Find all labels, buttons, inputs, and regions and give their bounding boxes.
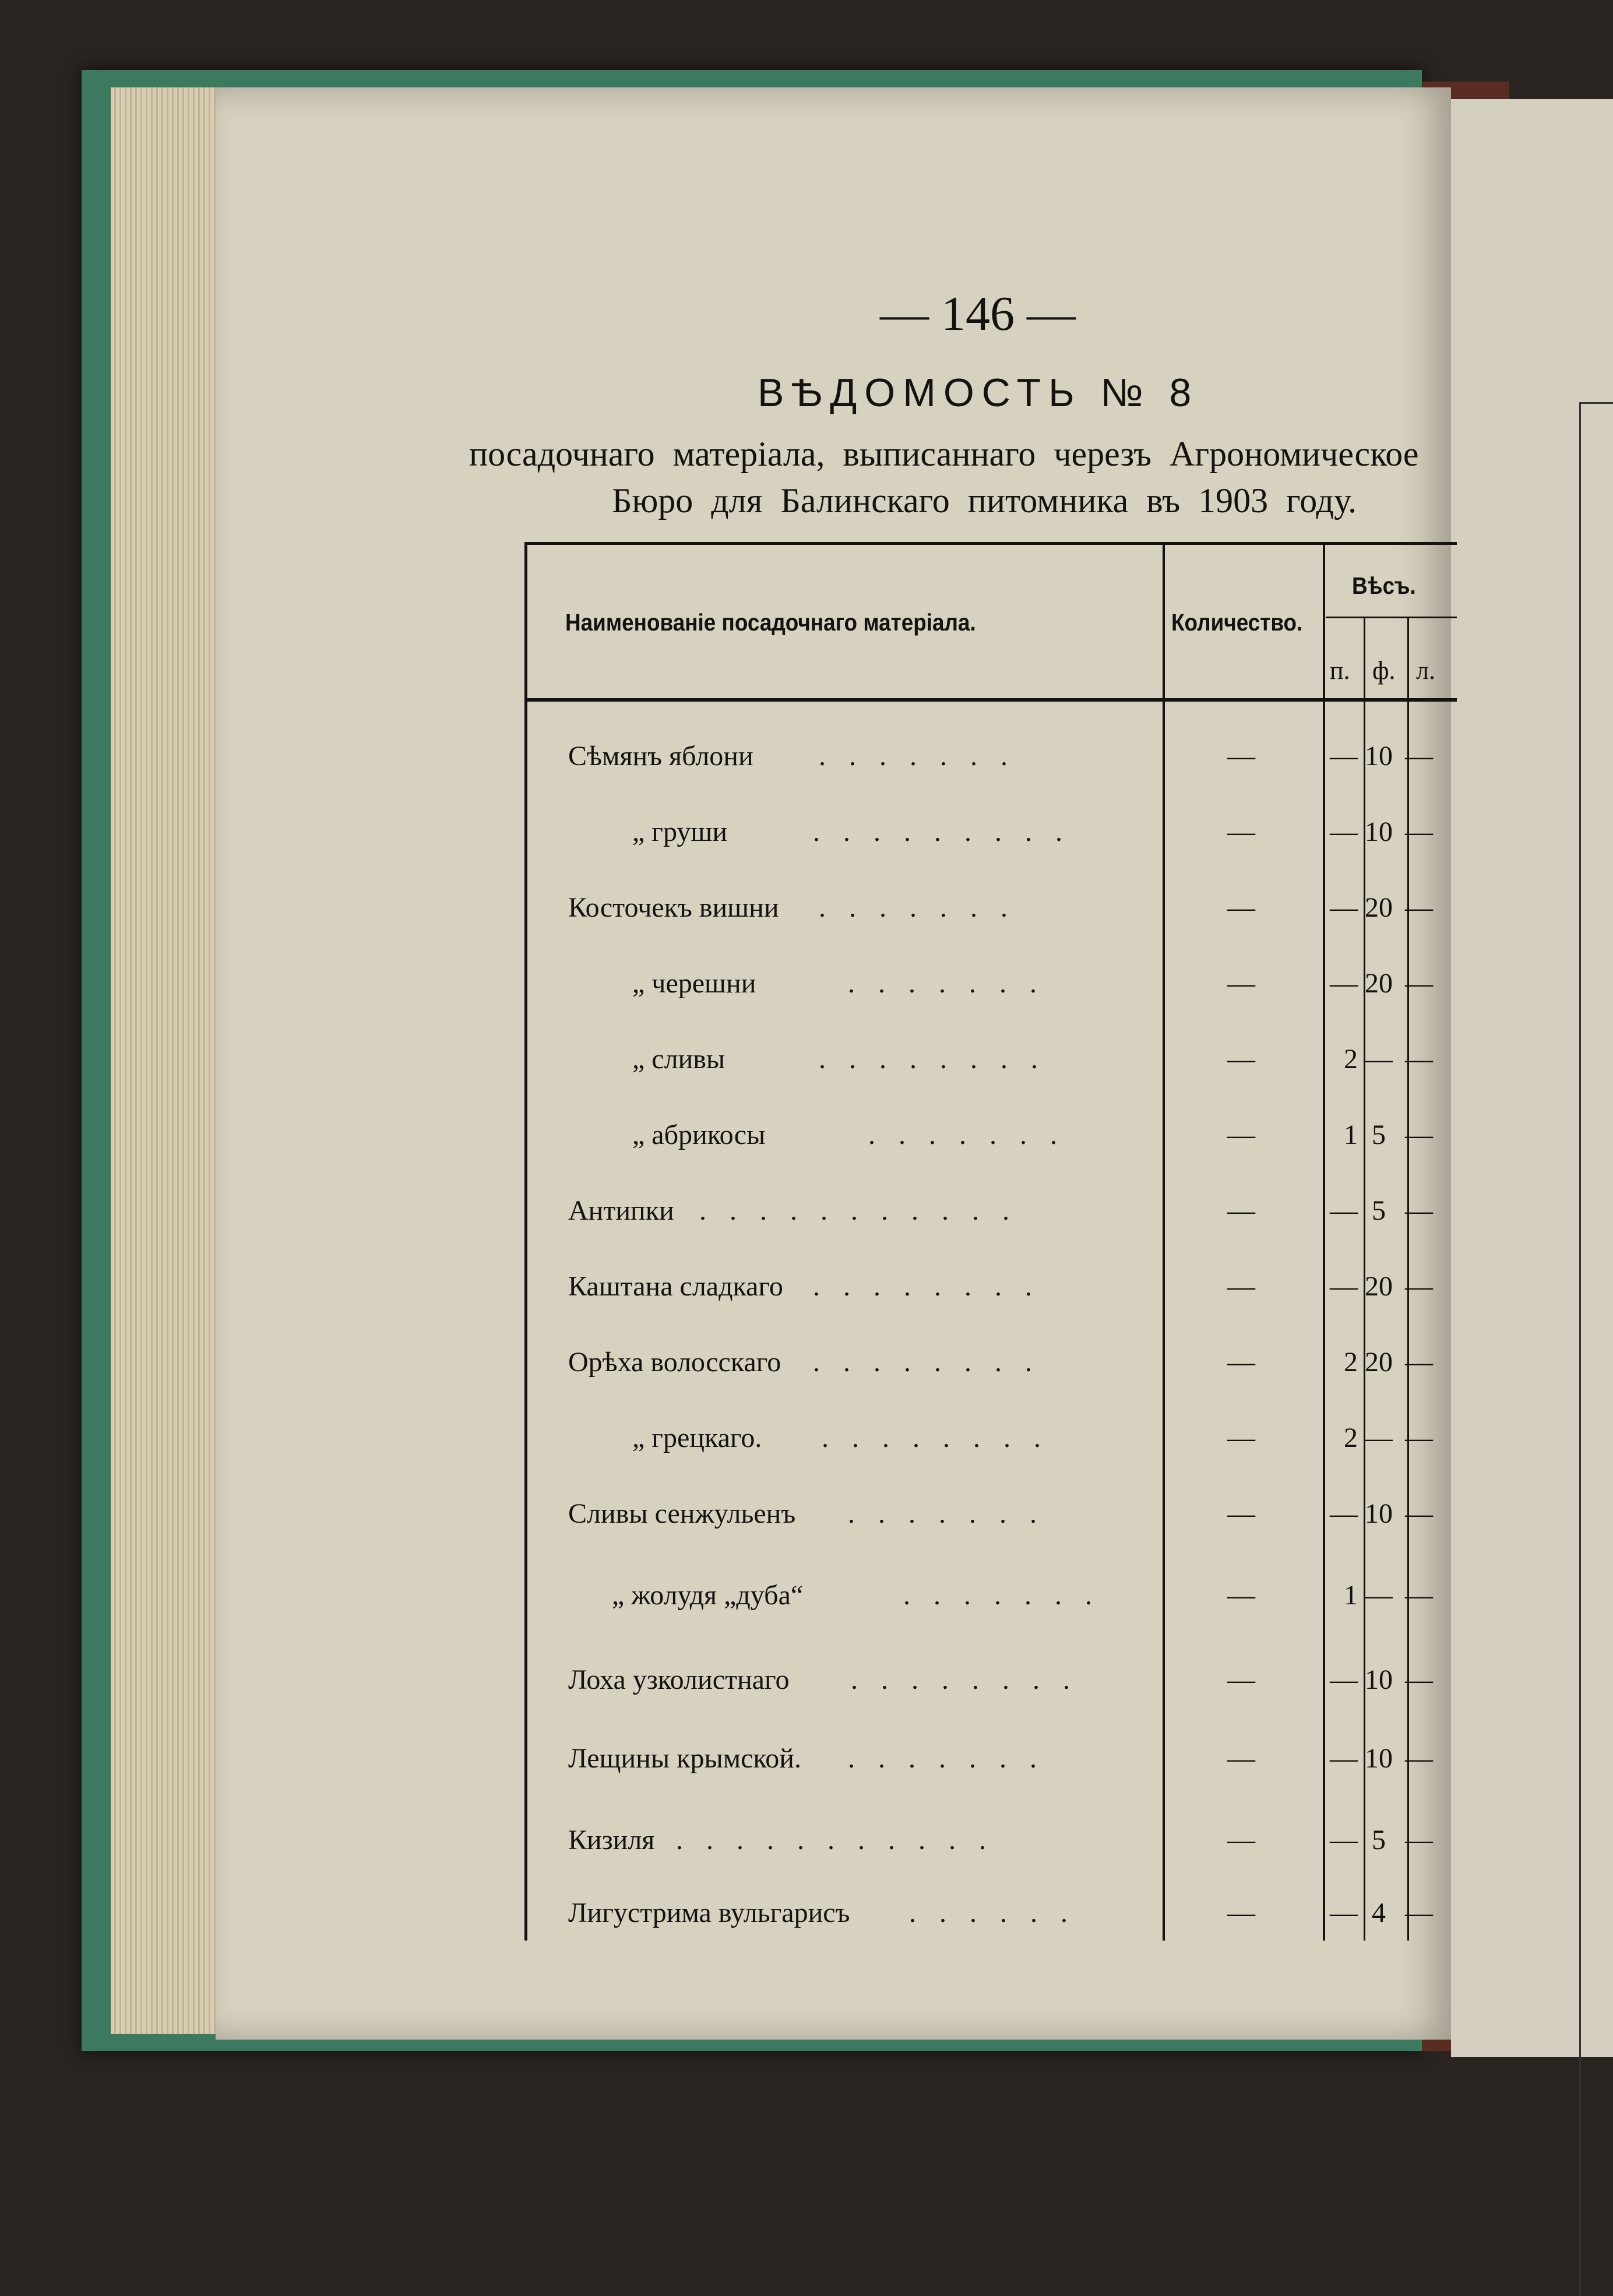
row-dots: . . . . . . . . . . . <box>676 1825 994 1855</box>
row-name: Кизиля <box>568 1825 655 1855</box>
table-row <box>524 1119 1457 1189</box>
row-name: „ сливы <box>632 1044 726 1075</box>
table-row <box>524 1422 1457 1492</box>
row-pud: — <box>1330 816 1358 847</box>
row-funt: 20 <box>1365 968 1393 999</box>
row-quantity: — <box>1227 968 1255 999</box>
row-lot: — <box>1405 1271 1433 1302</box>
row-pud: 2 <box>1344 1422 1358 1453</box>
header-quantity: Количество. <box>1171 609 1303 636</box>
document-title: ВѢДОМОСТЬ № 8 <box>758 371 1199 415</box>
row-pud: — <box>1330 741 1358 772</box>
row-lot: — <box>1405 892 1433 923</box>
table-row <box>524 1043 1457 1113</box>
row-funt: 20 <box>1365 1347 1393 1378</box>
header-funt: ф. <box>1372 656 1396 685</box>
row-name: Каштана сладкаго <box>568 1271 783 1302</box>
row-name: Сливы сенжульенъ <box>568 1498 796 1529</box>
table-row <box>524 892 1457 962</box>
row-quantity: — <box>1227 1422 1255 1453</box>
row-lot: — <box>1405 1743 1433 1774</box>
row-funt: — <box>1365 1422 1393 1453</box>
row-name: „ грецкаго. <box>632 1422 762 1453</box>
row-pud: — <box>1330 1195 1358 1226</box>
header-weight: Вѣсъ. <box>1352 572 1416 599</box>
row-dots: . . . . . . . . . <box>813 816 1070 847</box>
row-lot: — <box>1405 1422 1433 1453</box>
row-lot: — <box>1405 1044 1433 1075</box>
table-row <box>524 1270 1457 1340</box>
table-row <box>524 1742 1457 1812</box>
row-pud: — <box>1330 1897 1358 1928</box>
row-lot: — <box>1405 1897 1433 1928</box>
row-dots: . . . . . . . <box>848 968 1045 999</box>
row-quantity: — <box>1227 1743 1255 1774</box>
planting-material-table <box>524 542 1457 1941</box>
table-row <box>524 1346 1457 1416</box>
row-quantity: — <box>1227 741 1255 772</box>
row-funt: 5 <box>1372 1825 1386 1855</box>
row-name: Орѣха волосскаго <box>568 1347 781 1378</box>
row-lot: — <box>1405 1119 1433 1150</box>
row-quantity: — <box>1227 892 1255 923</box>
row-quantity: — <box>1227 1825 1255 1855</box>
table-row <box>524 1579 1457 1649</box>
table-row <box>524 816 1457 886</box>
table-top-rule <box>524 542 1457 545</box>
row-quantity: — <box>1227 1119 1255 1150</box>
row-pud: — <box>1330 1743 1358 1774</box>
row-funt: — <box>1365 1044 1393 1075</box>
row-funt: 10 <box>1365 1498 1393 1529</box>
row-dots: . . . . . . . . <box>813 1347 1040 1378</box>
row-pud: 1 <box>1344 1119 1358 1150</box>
row-funt: — <box>1365 1580 1393 1611</box>
row-lot: — <box>1405 1347 1433 1378</box>
row-name: Лоха узколистнаго <box>568 1664 790 1695</box>
row-pud: — <box>1330 1498 1358 1529</box>
page-number: — 146 — <box>880 287 1076 341</box>
weight-header-rule <box>1326 617 1457 618</box>
row-lot: — <box>1405 1664 1433 1695</box>
row-quantity: — <box>1227 1044 1255 1075</box>
row-lot: — <box>1405 741 1433 772</box>
facing-page-rule <box>1579 402 1581 2296</box>
row-quantity: — <box>1227 1271 1255 1302</box>
row-pud: — <box>1330 968 1358 999</box>
row-funt: 10 <box>1365 816 1393 847</box>
row-lot: — <box>1405 1580 1433 1611</box>
row-pud: — <box>1330 1825 1358 1855</box>
row-quantity: — <box>1227 1664 1255 1695</box>
row-lot: — <box>1405 968 1433 999</box>
row-name: Лигустрима вульгарисъ <box>568 1897 850 1928</box>
row-quantity: — <box>1227 1897 1255 1928</box>
table-row <box>524 1897 1457 1967</box>
table-row <box>524 740 1457 810</box>
row-pud: — <box>1330 892 1358 923</box>
row-name: „ черешни <box>632 968 756 999</box>
row-name: Лещины крымской. <box>568 1743 801 1774</box>
row-dots: . . . . . . <box>909 1897 1076 1928</box>
row-funt: 20 <box>1365 892 1393 923</box>
row-dots: . . . . . . . <box>903 1580 1100 1611</box>
row-name: „ груши <box>632 816 728 847</box>
row-quantity: — <box>1227 1580 1255 1611</box>
row-dots: . . . . . . . . <box>822 1422 1049 1453</box>
row-dots: . . . . . . . <box>819 741 1016 772</box>
row-pud: — <box>1330 1664 1358 1695</box>
row-name: „ жолудя „дуба“ <box>612 1580 804 1611</box>
row-name: Косточекъ вишни <box>568 892 779 923</box>
row-pud: 1 <box>1344 1580 1358 1611</box>
row-funt: 20 <box>1365 1271 1393 1302</box>
row-name: „ абрикосы <box>632 1119 766 1150</box>
header-bottom-rule <box>524 698 1457 702</box>
table-row <box>524 1195 1457 1265</box>
table-row <box>524 1824 1457 1894</box>
row-funt: 10 <box>1365 1664 1393 1695</box>
row-dots: . . . . . . . <box>819 892 1016 923</box>
header-pud: п. <box>1330 656 1350 685</box>
row-name: Сѣмянъ яблони <box>568 741 753 772</box>
header-lot: л. <box>1416 656 1435 685</box>
row-dots: . . . . . . . <box>848 1743 1045 1774</box>
page-edges <box>111 87 221 2034</box>
table-row <box>524 1664 1457 1734</box>
row-quantity: — <box>1227 1498 1255 1529</box>
row-funt: 4 <box>1372 1897 1386 1928</box>
row-funt: 5 <box>1372 1195 1386 1226</box>
row-dots: . . . . . . . . <box>851 1664 1078 1695</box>
row-pud: 2 <box>1344 1044 1358 1075</box>
row-dots: . . . . . . . <box>848 1498 1045 1529</box>
facing-page-rule-top <box>1579 402 1613 404</box>
row-lot: — <box>1405 1825 1433 1855</box>
document-subtitle-line-1: посадочнаго матеріала, выписаннаго черезъ Агрономическое <box>469 435 1419 473</box>
row-quantity: — <box>1227 1195 1255 1226</box>
document-subtitle-line-2: Бюро для Балинскаго питомника въ 1903 году. <box>612 481 1357 520</box>
row-dots: . . . . . . . <box>868 1119 1065 1150</box>
header-name: Наименованіе посадочнаго матеріала. <box>565 609 976 636</box>
row-pud: 2 <box>1344 1347 1358 1378</box>
row-funt: 10 <box>1365 1743 1393 1774</box>
row-quantity: — <box>1227 816 1255 847</box>
row-quantity: — <box>1227 1347 1255 1378</box>
row-name: Антипки <box>568 1195 674 1226</box>
row-funt: 10 <box>1365 741 1393 772</box>
table-row <box>524 1498 1457 1568</box>
row-dots: . . . . . . . . . . . <box>699 1195 1017 1226</box>
row-pud: — <box>1330 1271 1358 1302</box>
row-funt: 5 <box>1372 1119 1386 1150</box>
row-lot: — <box>1405 1195 1433 1226</box>
facing-page <box>1451 99 1613 2057</box>
row-lot: — <box>1405 1498 1433 1529</box>
table-row <box>524 967 1457 1037</box>
row-dots: . . . . . . . . <box>819 1044 1046 1075</box>
row-dots: . . . . . . . . <box>813 1271 1040 1302</box>
row-lot: — <box>1405 816 1433 847</box>
